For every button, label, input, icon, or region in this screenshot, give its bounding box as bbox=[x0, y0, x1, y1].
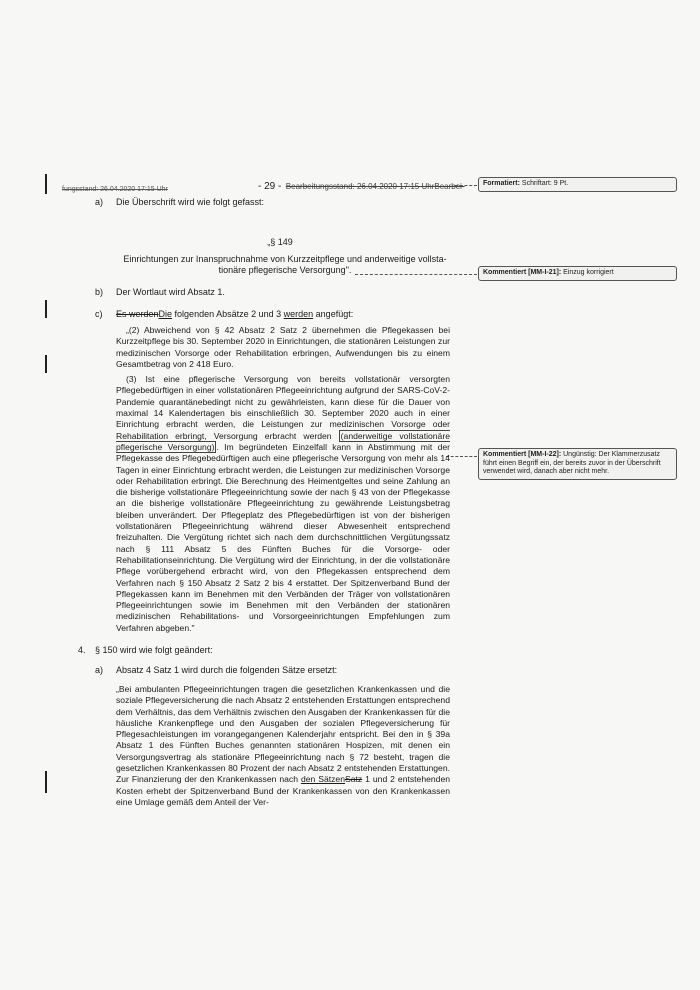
plain-text: angefügt: bbox=[313, 309, 354, 319]
item-c-label: c) bbox=[95, 309, 103, 319]
item-a1-text: Die Überschrift wird wie folgt gefasst: bbox=[116, 197, 265, 207]
change-bar bbox=[45, 355, 47, 373]
comment-text: Einzug korrigiert bbox=[563, 269, 614, 276]
comment-label: Formatiert: bbox=[483, 180, 520, 187]
comment-text: Ungünstig: Der Klammerzusatz führt einen Begriff ein, der bereits zuvor in der Überschrift verwendet wird, danach aber nicht mehr. bbox=[483, 451, 661, 476]
section-subtitle-line: tionäre pflegerische Versorgung". bbox=[218, 265, 352, 275]
inserted-text: den Sätzen bbox=[300, 774, 345, 785]
item-a1 bbox=[95, 197, 103, 207]
comment-leader bbox=[455, 185, 477, 186]
item-b-text: Der Wortlaut wird Absatz 1. bbox=[116, 287, 225, 297]
deleted-text: Es werden bbox=[116, 309, 159, 319]
section-subtitle bbox=[110, 254, 460, 276]
paragraph-text: (3) Ist eine pflegerische Versorgung von bereits vollstationär versorgten Pflegebedürftigen in einer vollstationären Pflegeeinrichtung aufgrund der SARS-CoV-2-Pandemie quarantänebedingt nicht zu gewährleisten, kann diese für die Dauer von maximal 14 Kalendertagen bis einschließlich 30. September 2020 auch in einer Einrichtung erbracht werden, die Leistungen zur medizinischen Vorsorge oder Rehabilitation erbringt, Versorgung erbracht werden bbox=[116, 374, 450, 441]
page-number: - 29 - bbox=[258, 181, 282, 192]
comment-formatiert[interactable] bbox=[478, 177, 677, 192]
paragraph-text: „Bei ambulanten Pflegeeinrichtungen tragen die gesetzlichen Krankenkassen und die soziale Pflegeversicherung die nach Absatz 2 entstehenden Erstattungen entsprechend dem Verhältnis, das dem Verhältnis zwischen den Ausgaben der Krankenkassen für die häusliche Krankenpflege und den Ausgaben der sozialen Pflegeversicherung für Pflegesachleistungen im vorangegangenen Kalenderjahr entspricht. Bei den in § 39a Absatz 1 des Fünften Buches genannten stationären Hospizen, mit denen ein Versorgungsvertrag als stationäre Pflegeeinrichtung nach § 72 besteht, tragen die gesetzlichen Krankenkassen 80 Prozent der nach Absatz 2 entstehenden Erstattungen. Zur Finanzierung der den Krankenkassen nach bbox=[116, 684, 450, 785]
section-title: „§ 149 bbox=[267, 237, 293, 247]
paragraph-4 bbox=[116, 684, 450, 808]
amendment-text-149 bbox=[116, 325, 450, 638]
item-label: a) bbox=[95, 197, 104, 207]
plain-text: folgenden Absätze 2 und 3 bbox=[172, 309, 284, 319]
revision-stamp: Bearbeitungsstand: 26.04.2020 17:15 Uhr bbox=[285, 182, 435, 191]
item-a2-text: Absatz 4 Satz 1 wird durch die folgenden Sätze ersetzt: bbox=[116, 665, 338, 675]
old-timestamp: fungsstand: 26.04.2020 17:15 Uhr bbox=[62, 186, 168, 193]
item-a2-label: a) bbox=[95, 665, 104, 675]
inserted-text: werden bbox=[283, 309, 314, 319]
comment-text: Schriftart: 9 Pt. bbox=[521, 180, 569, 187]
comment-mm-i-22[interactable] bbox=[478, 448, 677, 480]
change-bar bbox=[45, 771, 47, 793]
revision-suffix: Bearbei- bbox=[434, 182, 465, 191]
paragraph-2: „(2) Abweichend von § 42 Absatz 2 Satz 2 übernehmen die Pflegekassen bei Kurzzeitpflege bis 30. September 2020 in Einrichtungen, die stationären Leistungen zur medizinischen Vorsorge oder Rehabilitation erbringen, Aufwendungen bis zu einem Gesamtbetrag von 2 418 Euro. bbox=[116, 325, 450, 369]
comment-label: Kommentiert [MM-I-21]: bbox=[483, 269, 562, 276]
boxed-term: (anderweitige vollstationäre pflegerische Versorgung) bbox=[116, 430, 450, 452]
change-bar bbox=[45, 174, 47, 194]
page-header bbox=[258, 176, 465, 194]
deleted-text: Satz bbox=[345, 774, 363, 785]
item-c-text bbox=[116, 309, 353, 319]
paragraph-3 bbox=[116, 374, 450, 634]
item-4-label: 4. bbox=[78, 645, 86, 655]
comment-mm-i-21[interactable] bbox=[478, 266, 677, 281]
item-4-text: § 150 wird wie folgt geändert: bbox=[95, 645, 213, 655]
change-bar bbox=[45, 300, 47, 318]
paragraph-text: 1 und 2 entstehenden Kosten erhebt der Spitzenverband Bund der Krankenkassen von den Krankenkassen eine Umlage gemäß dem Anteil der Ver- bbox=[116, 774, 451, 807]
comment-label: Kommentiert [MM-I-22]: bbox=[483, 451, 562, 458]
inserted-text: Die bbox=[158, 309, 173, 319]
comment-leader bbox=[446, 456, 477, 457]
amendment-text-150 bbox=[116, 684, 450, 812]
section-subtitle-line: Einrichtungen zur Inanspruchnahme von Kurzzeitpflege und anderweitige vollsta- bbox=[123, 254, 447, 264]
paragraph-text: . Im begründeten Einzelfall kann in Abstimmung mit der Pflegekasse des Pflegebedürftigen auch eine pflegerische Versorgung von mehr als 14 Tagen in einer Einrichtung erbracht werden, die Leistungen zur medizinischen Vorsorge oder Rehabilitation erbringt. Die Berechnung des Heimentgeltes und seine Zahlung an die bisherige vollstationäre Pflegeeinrichtung sowie der nach § 43 von der Pflegekasse an die bisherige vollstationäre Pflegeeinrichtung zu gewährende Leistungsbetrag bleiben unverändert. Der Pflegeplatz des Pflegebedürftigen ist von der bisherigen vollstationären Pflegeeinrichtung während dieser Abwesenheit entsprechend freizuhalten. Die Vergütung richtet sich nach dem durchschnittlichen Vergütungssatz nach § 111 Absatz 5 des Fünften Buches für die Vorsorge- oder Rehabilitationseinrichtung. Die Vergütung wird der Einrichtung, in der die vollstationäre Pflege vorübergehend erbracht wird, von den Pflegekassen entsprechend dem Verfahren nach § 150 Absatz 2 Satz 2 bis 4 erstattet. Der Spitzenverband Bund der Pflegekassen kann im Benehmen mit den Verbänden der Träger von vollstationären Pflegeeinrichtungen sowie im Benehmen mit den Verbänden der stationären medizinischen Rehabilitations- und Vorsorgeeinrichtungen Empfehlungen zum Verfahren abgeben." bbox=[116, 441, 450, 633]
item-b-label: b) bbox=[95, 287, 104, 297]
